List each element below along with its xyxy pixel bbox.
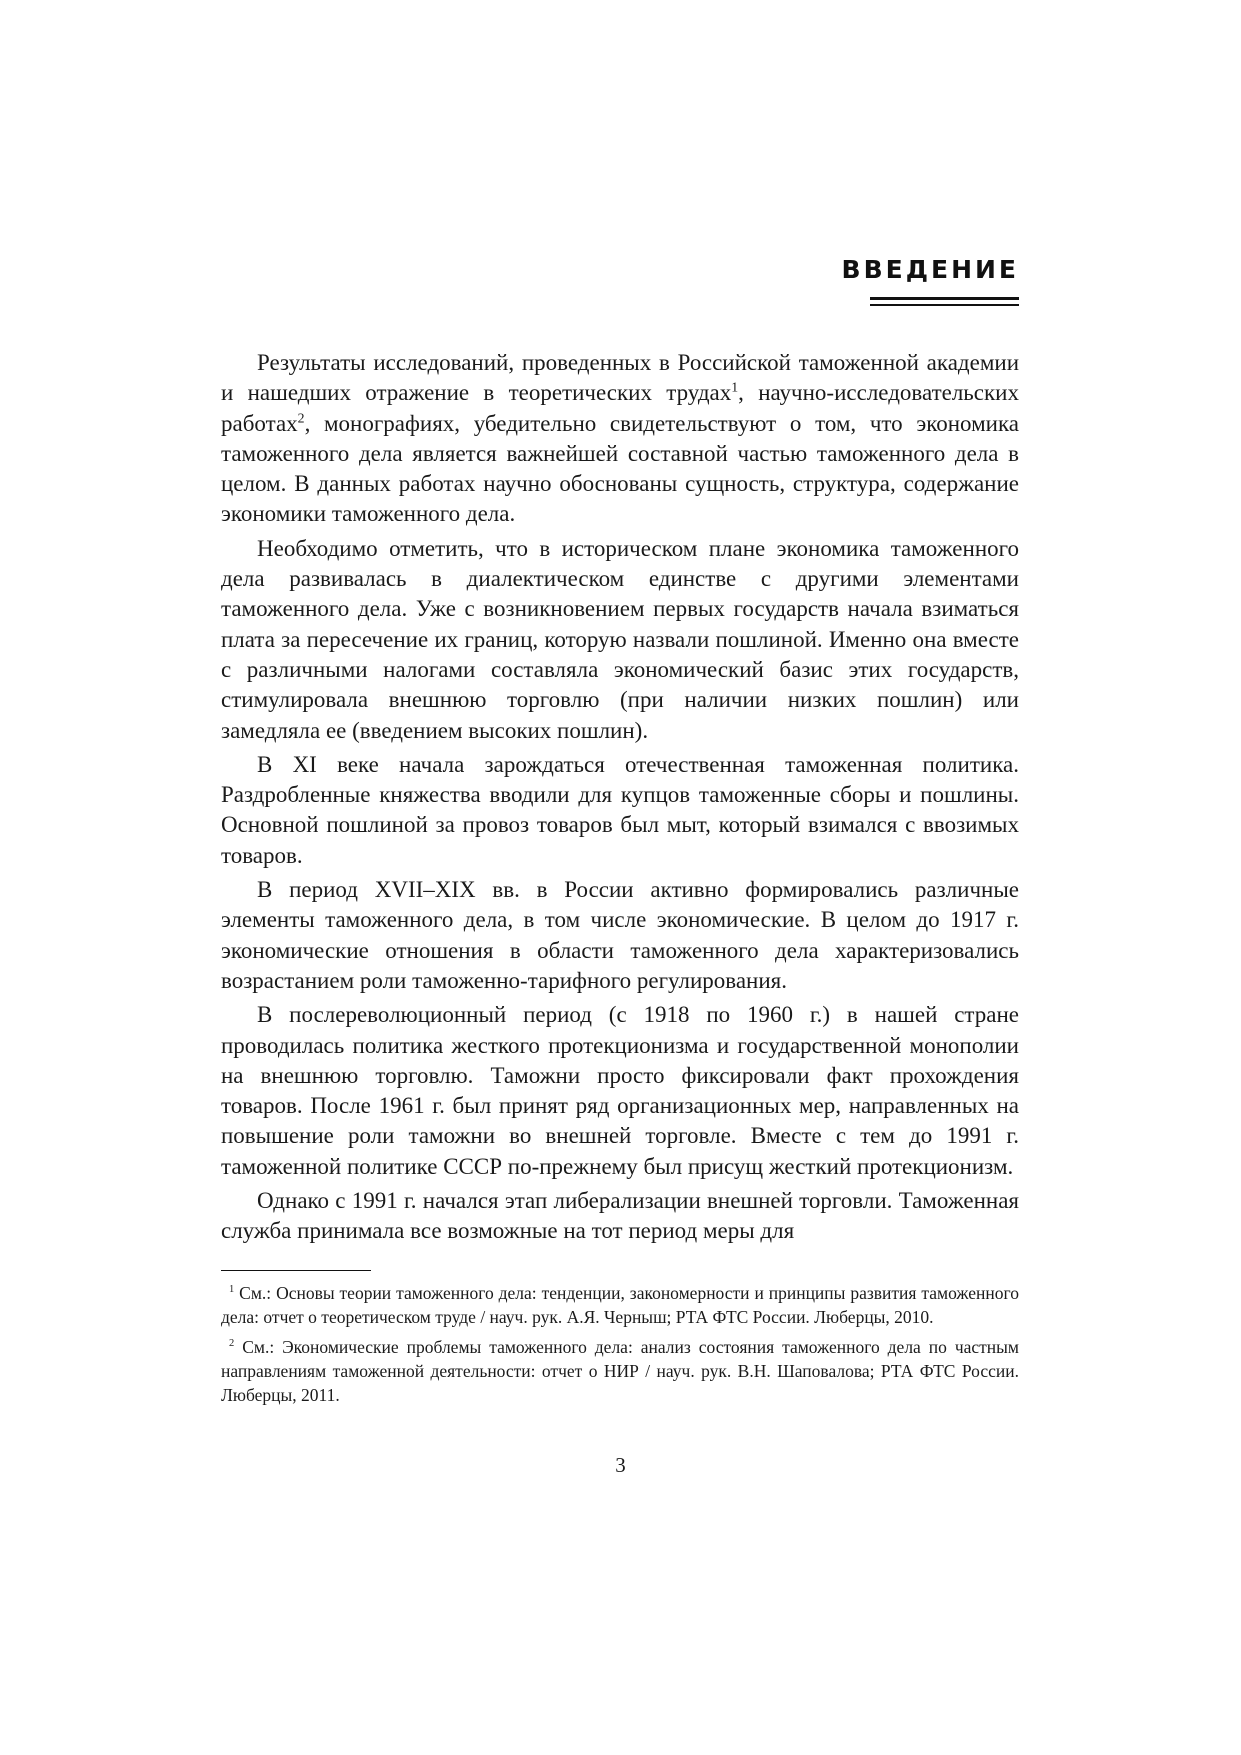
main-text — [221, 348, 1019, 1251]
page-number: 3 — [615, 1453, 626, 1477]
footnote-mark-2: 2 — [229, 1338, 235, 1350]
paragraph-1 — [221, 348, 1019, 530]
footnotes — [221, 1281, 1019, 1413]
chapter-title: ВВЕДЕНИЕ — [841, 255, 1019, 284]
paragraph-1-part-1: Результаты исследований, проведенных в Российской таможенной академии и нашедших отражение в теоретических трудах — [221, 350, 1019, 406]
paragraph-4: В период XVII–XIX вв. в России активно формировались различные элементы таможенного дела, в том числе экономические. В целом до 1917 г. экономические отношения в области таможенного дела характеризовались возрастанием роли таможенно-тарифного регулирования. — [221, 877, 1019, 993]
footnote-1 — [221, 1281, 1019, 1329]
footnote-text-1: См.: Основы теории таможенного дела: тенденции, закономерности и принципы развития таможенного дела: отчет о теоретическом труде / науч. рук. А.Я. Черныш; РТА ФТС России. Люберцы, 2010. — [221, 1283, 1019, 1327]
footnote-mark-1: 1 — [229, 1284, 235, 1296]
footnote-ref-2[interactable]: 2 — [297, 409, 305, 425]
footnote-2 — [221, 1335, 1019, 1407]
title-double-rule — [870, 297, 1019, 306]
paragraph-6: Однако с 1991 г. начался этап либерализации внешней торговли. Таможенная служба принимала все возможные на тот период меры для — [221, 1188, 1019, 1244]
footnote-text-2: См.: Экономические проблемы таможенного дела: анализ состояния таможенного дела по частным направлениям таможенной деятельности: отчет о НИР / науч. рук. В.Н. Шаповалова; РТА ФТС России. Люберцы, 2011. — [221, 1337, 1019, 1405]
footnote-ref-1[interactable]: 1 — [731, 379, 739, 395]
paragraph-2: Необходимо отметить, что в историческом плане экономика таможенного дела развивалась в диалектическом единстве с другими элементами таможенного дела. Уже с возникновением первых государств начала взиматься плата за пересечение их границ, которую назвали пошлиной. Именно она вместе с различными налогами составляла экономический базис этих государств, стимулировала внешнюю торговлю (при наличии низких пошлин) или замедляла ее (введением высоких пошлин). — [221, 535, 1019, 743]
paragraph-5: В послереволюционный период (с 1918 по 1960 г.) в нашей стране проводилась политика жесткого протекционизма и государственной монополии на внешнюю торговлю. Таможни просто фиксировали факт прохождения товаров. После 1961 г. был принят ряд организационных мер, направленных на повышение роли таможни во внешней торговле. Вместе с тем до 1991 г. таможенной политике СССР по-прежнему был присущ жесткий протекционизм. — [221, 1002, 1019, 1179]
paragraph-1-part-2: , научно-исследовательских работах — [221, 380, 1019, 436]
paragraph-1-part-3: , монографиях, убедительно свидетельствуют о том, что экономика таможенного дела является важнейшей составной частью таможенного дела в целом. В данных работах научно обоснованы сущность, структура, содержание экономики таможенного дела. — [221, 410, 1019, 527]
paragraph-3: В XI веке начала зарождаться отечественная таможенная политика. Раздробленные княжества вводили для купцов таможенные сборы и пошлины. Основной пошлиной за провоз товаров был мыт, который взимался с ввозимых товаров. — [221, 751, 1019, 868]
footnote-separator — [221, 1270, 371, 1271]
